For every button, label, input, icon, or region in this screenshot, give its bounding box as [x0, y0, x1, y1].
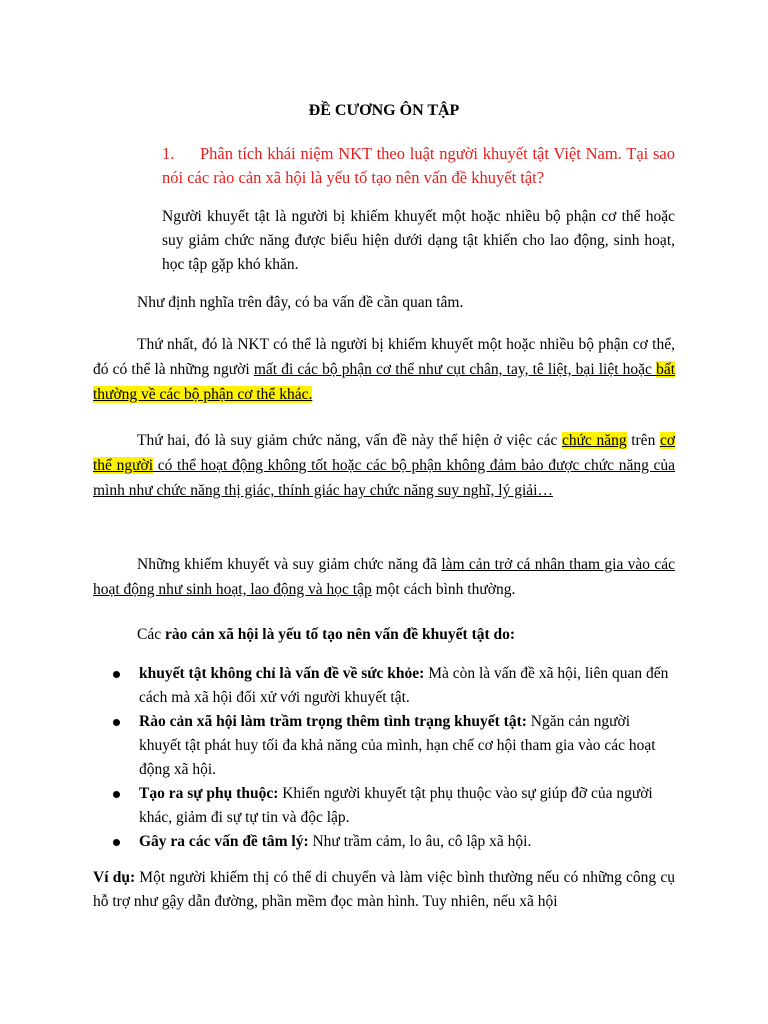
p5-text-a: Các — [137, 626, 165, 643]
p3-highlight-1: chức năng — [561, 432, 627, 449]
p5-bold: rào cản xã hội là yếu tố tạo nên vấn đề khuyết tật do: — [164, 626, 516, 643]
definition-paragraph: Người khuyết tật là người bị khiếm khuyết một hoặc nhiều bộ phận cơ thể hoặc suy giảm chức năng được biểu hiện dưới dạng tật khiến cho lao động, sinh hoạt, học tập gặp khó khăn. — [162, 208, 675, 273]
paragraph-second-point — [93, 428, 675, 503]
list-item — [93, 662, 675, 710]
paragraph-intro: Như định nghĩa trên đây, có ba vấn đề cần quan tâm. — [137, 294, 464, 311]
list-item-text: Mà còn là vấn đề xã hội, liên quan đến cách mà xã hội đối xử với người khuyết tật. — [139, 665, 669, 706]
example-text: Một người khiếm thị có thể di chuyển và làm việc bình thường nếu có những công cụ hỗ trợ như gậy dẫn đường, phần mềm đọc màn hình. Tuy nhiên, nếu xã hội — [93, 869, 676, 910]
list-item-text: Ngăn cản người khuyết tật phát huy tối đa khả năng của mình, hạn chế cơ hội tham gia vào các hoạt động xã hội. — [139, 713, 656, 778]
paragraph-first-point — [93, 332, 675, 407]
list-item — [93, 710, 675, 782]
question-1 — [162, 142, 675, 190]
p2-underlined: mất đi các bộ phận cơ thể như cụt chân, tay, tê liệt, bại liệt hoặc — [253, 361, 657, 378]
question-number: 1. — [162, 144, 175, 163]
list-item-heading: Gây ra các vấn đề tâm lý: — [139, 833, 309, 850]
p4-underlined: làm cản trở cá nhân tham gia vào các hoạt động như sinh hoạt, lao động và học tập — [93, 556, 675, 598]
p3-underlined: có thể hoạt động không tốt hoặc các bộ phận không đảm bảo được chức năng của mình như chức năng thị giác, thính giác hay chức năng suy nghĩ, lý giải… — [93, 457, 676, 499]
p3-text-c: trên — [626, 432, 660, 449]
list-item-heading: khuyết tật không chỉ là vấn đề về sức khỏe: — [139, 665, 425, 682]
paragraph-consequence — [93, 552, 675, 602]
reasons-list — [93, 662, 675, 854]
paragraph-social-barriers — [93, 622, 675, 647]
list-item-text: Như trầm cảm, lo âu, cô lập xã hội. — [308, 833, 532, 850]
document-title: ĐỀ CƯƠNG ÔN TẬP — [308, 102, 460, 119]
list-item-heading: Rào cản xã hội làm trầm trọng thêm tình trạng khuyết tật: — [139, 713, 527, 730]
example-label: Ví dụ: — [93, 869, 136, 886]
question-text: Phân tích khái niệm NKT theo luật người khuyết tật Việt Nam. Tại sao nói các rào cản xã hội là yếu tố tạo nên vấn đề khuyết tật? — [162, 144, 675, 187]
list-item-text: Khiến người khuyết tật phụ thuộc vào sự giúp đỡ của người khác, giảm đi sự tự tin và độc lập. — [139, 785, 653, 826]
p3-highlight-2: cơ thể người — [93, 432, 676, 474]
p2-text-a: Thứ nhất, đó là NKT có thể là người bị khiếm khuyết một hoặc nhiều bộ phận cơ thể, đó có thể là những người — [93, 336, 675, 378]
p4-text-a: Những khiếm khuyết và suy giảm chức năng đã — [137, 556, 442, 573]
bullet-icon — [113, 719, 120, 726]
list-item-heading: Tạo ra sự phụ thuộc: — [139, 785, 279, 802]
list-item — [93, 830, 675, 854]
p2-highlighted: bất thường về các bộ phận cơ thể khác. — [93, 361, 675, 403]
bullet-icon — [113, 839, 120, 846]
p3-text-a: Thứ hai, đó là suy giảm chức năng, vấn đề này thể hiện ở việc các — [137, 432, 562, 449]
p4-text-c: một cách bình thường. — [371, 581, 516, 598]
list-item — [93, 782, 675, 830]
bullet-icon — [113, 671, 120, 678]
bullet-icon — [113, 791, 120, 798]
example-paragraph — [93, 866, 675, 914]
